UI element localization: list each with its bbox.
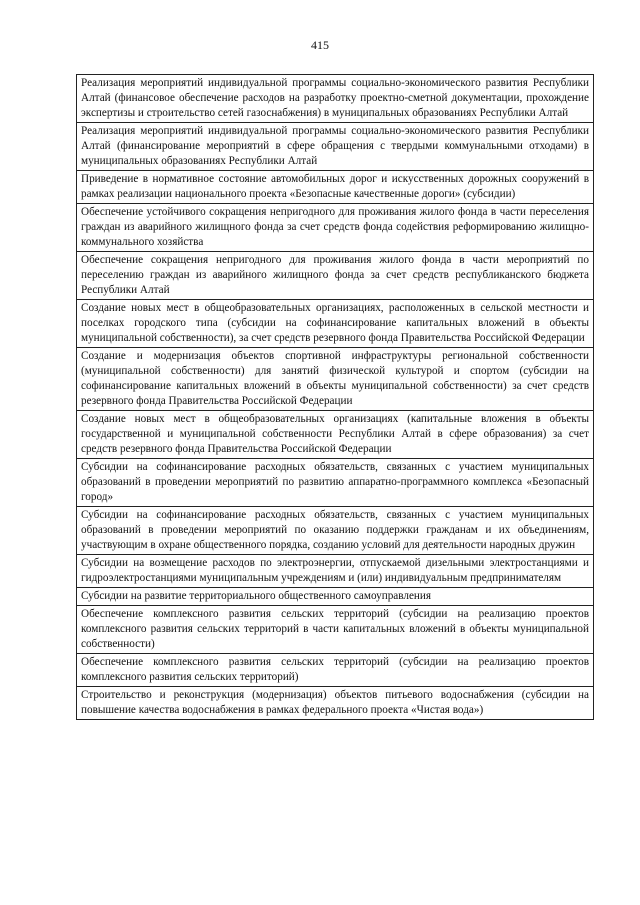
- table-row: [77, 507, 594, 555]
- table-row: [77, 348, 594, 411]
- table-row: [77, 654, 594, 687]
- table-cell: Обеспечение устойчивого сокращения непригодного для проживания жилого фонда в части переселения граждан из аварийного жилищного фонда за счет средств фонда содействия реформированию жилищно-коммунального хозяйства: [77, 204, 594, 252]
- table-row: [77, 123, 594, 171]
- table-row: [77, 411, 594, 459]
- table-cell: Субсидии на возмещение расходов по электроэнергии, отпускаемой дизельными электростанциями и гидроэлектростанциями муниципальным учреждениям и (или) индивидуальным предпринимателям: [77, 555, 594, 588]
- table-cell: Приведение в нормативное состояние автомобильных дорог и искусственных дорожных сооружений в рамках реализации национального проекта «Безопасные качественные дороги» (субсидии): [77, 171, 594, 204]
- table-cell: Реализация мероприятий индивидуальной программы социально-экономического развития Республики Алтай (финансовое обеспечение расходов на разработку проектно-сметной документации, прохождение экспертизы и строительство сетей газоснабжения) в муниципальных образованиях Республики Алтай: [77, 75, 594, 123]
- table-cell: Реализация мероприятий индивидуальной программы социально-экономического развития Республики Алтай (финансирование мероприятий в сфере обращения с твердыми коммунальными отходами) в муниципальных образованиях Республики Алтай: [77, 123, 594, 171]
- table-row: [77, 300, 594, 348]
- table-cell: Обеспечение сокращения непригодного для проживания жилого фонда в части мероприятий по переселению граждан из аварийного жилищного фонда за счет средств республиканского бюджета Республики Алтай: [77, 252, 594, 300]
- table-row: [77, 75, 594, 123]
- table-cell: Субсидии на софинансирование расходных обязательств, связанных с участием муниципальных образований в проведении мероприятий по оказанию поддержки гражданам и их объединениям, участвующим в охране общественного порядка, созданию условий для деятельности народных дружин: [77, 507, 594, 555]
- table-row: [77, 555, 594, 588]
- table-cell: Создание и модернизация объектов спортивной инфраструктуры региональной собственности (муниципальной собственности) для занятий физической культурой и спортом (субсидии на софинансирование капитальных вложений в объекты муниципальной собственности) за счет средств резервного фонда Правительства Российской Федерации: [77, 348, 594, 411]
- table-cell: Создание новых мест в общеобразовательных организациях, расположенных в сельской местности и поселках городского типа (субсидии на софинансирование капитальных вложений в объекты муниципальной собственности), за счет средств резервного фонда Правительства Российской Федерации: [77, 300, 594, 348]
- page-number: 415: [311, 38, 329, 52]
- table-cell: Субсидии на софинансирование расходных обязательств, связанных с участием муниципальных образований в проведении мероприятий по развитию аппаратно-программного комплекса «Безопасный город»: [77, 459, 594, 507]
- table-cell: Обеспечение комплексного развития сельских территорий (субсидии на реализацию проектов комплексного развития сельских территорий): [77, 654, 594, 687]
- table-cell: Строительство и реконструкция (модернизация) объектов питьевого водоснабжения (субсидии на повышение качества водоснабжения в рамках федерального проекта «Чистая вода»): [77, 687, 594, 720]
- table-row: [77, 606, 594, 654]
- table-row: [77, 204, 594, 252]
- table-row: [77, 588, 594, 606]
- table-row: [77, 171, 594, 204]
- table-cell: Субсидии на развитие территориального общественного самоуправления: [77, 588, 594, 606]
- table-row: [77, 459, 594, 507]
- table-row: [77, 687, 594, 720]
- table-cell: Обеспечение комплексного развития сельских территорий (субсидии на реализацию проектов комплексного развития сельских территорий в части капитальных вложений в объекты муниципальной собственности): [77, 606, 594, 654]
- expenditure-table: [76, 74, 594, 720]
- table-cell: Создание новых мест в общеобразовательных организациях (капитальные вложения в объекты государственной и муниципальной собственности Республики Алтай в сфере образования) за счет средств резервного фонда Правительства Российской Федерации: [77, 411, 594, 459]
- table-row: [77, 252, 594, 300]
